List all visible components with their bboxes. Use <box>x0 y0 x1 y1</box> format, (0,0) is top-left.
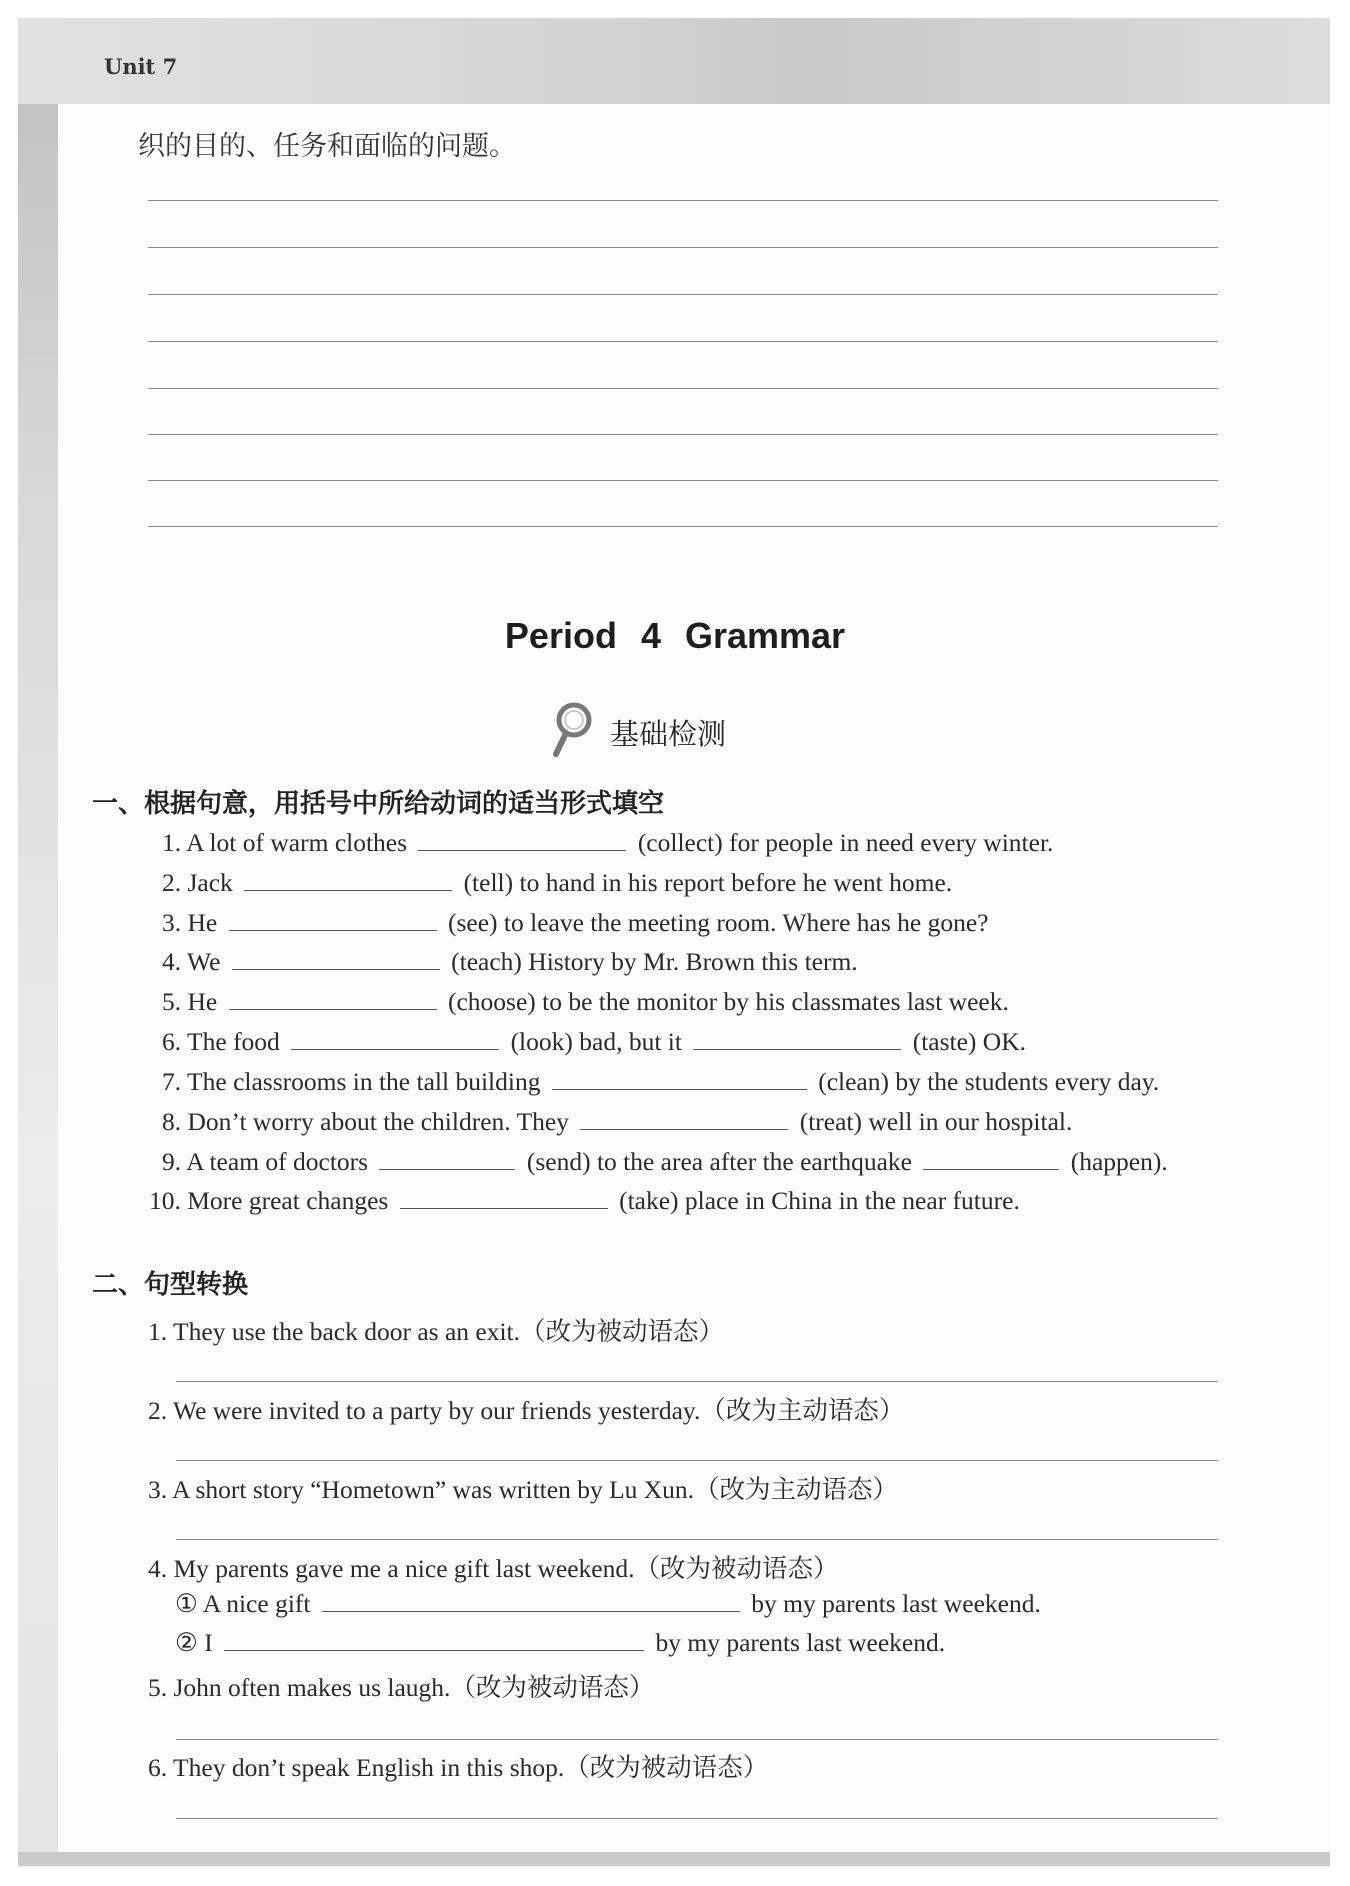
question-text: He <box>187 908 218 937</box>
question-number: 3. <box>148 1475 168 1504</box>
question-text: (choose) to be the monitor by his classmates last week. <box>447 987 1009 1016</box>
question-number: 4. <box>148 1554 168 1583</box>
question-text: A short story “Hometown” was written by Lu Xun.（改为主动语态） <box>172 1475 899 1504</box>
question-number: 1. <box>162 828 182 857</box>
question-text: We were invited to a party by our friends yesterday.（改为主动语态） <box>173 1396 905 1425</box>
question-text: (teach) History by Mr. Brown this term. <box>451 947 858 976</box>
transform-question-5 <box>148 1668 654 1704</box>
question-number: 2. <box>162 868 182 897</box>
answer-blank[interactable] <box>552 1088 807 1090</box>
question-text: Jack <box>187 868 233 897</box>
writing-line[interactable] <box>148 480 1218 481</box>
period-title: Period 4 Grammar <box>504 615 846 656</box>
question-number: 7. <box>162 1067 182 1096</box>
question-number: 10. <box>149 1186 181 1215</box>
transform-question-3 <box>148 1470 898 1506</box>
answer-blank[interactable] <box>229 929 437 931</box>
question-text: The food <box>187 1027 280 1056</box>
question-text: (take) place in China in the near future. <box>619 1186 1020 1215</box>
answer-blank[interactable] <box>693 1048 901 1050</box>
bottom-band <box>18 1852 1330 1866</box>
writing-line[interactable] <box>148 388 1218 389</box>
answer-line[interactable] <box>176 1739 1218 1740</box>
question-text: (see) to leave the meeting room. Where has he gone? <box>447 908 989 937</box>
question-5 <box>162 987 1009 1017</box>
section2-heading: 二、句型转换 <box>92 1270 249 1300</box>
transform-question-2 <box>148 1391 904 1427</box>
question-6 <box>162 1027 1026 1057</box>
unit-label: Unit 7 <box>104 54 178 79</box>
question-number: 4. <box>162 947 182 976</box>
left-margin-band <box>18 104 58 1859</box>
writing-line[interactable] <box>148 294 1218 295</box>
question-text: A nice gift <box>202 1589 311 1618</box>
question-text: (tell) to hand in his report before he went home. <box>463 868 953 897</box>
question-text: by my parents last weekend. <box>751 1589 1041 1618</box>
magnifier-icon <box>548 700 598 765</box>
answer-line[interactable] <box>176 1460 1218 1461</box>
question-text: A lot of warm clothes <box>186 828 408 857</box>
question-text: (look) bad, but it <box>510 1027 682 1056</box>
question-text: A team of doctors <box>186 1147 369 1176</box>
question-2 <box>162 868 952 898</box>
answer-blank[interactable] <box>400 1207 608 1209</box>
question-number: 9. <box>162 1147 182 1176</box>
answer-blank[interactable] <box>224 1649 644 1651</box>
question-7 <box>162 1067 1159 1097</box>
answer-blank[interactable] <box>379 1168 515 1170</box>
question-text: (happen). <box>1070 1147 1168 1176</box>
question-number: 6. <box>148 1753 168 1782</box>
question-3 <box>162 908 988 938</box>
writing-line[interactable] <box>148 341 1218 342</box>
section1-heading: 一、根据句意，用括号中所给动词的适当形式填空 <box>92 789 665 819</box>
circled-number: ① <box>175 1589 198 1618</box>
header-band <box>18 18 1330 104</box>
question-text: They don’t speak English in this shop.（改为被动语态） <box>173 1753 769 1782</box>
question-text: More great changes <box>187 1186 389 1215</box>
circled-number: ② <box>175 1628 198 1657</box>
question-1 <box>162 828 1053 858</box>
answer-blank[interactable] <box>322 1610 740 1612</box>
question-text: He <box>187 987 218 1016</box>
question-text: Don’t worry about the children. They <box>187 1107 569 1136</box>
answer-blank[interactable] <box>923 1168 1059 1170</box>
answer-line[interactable] <box>176 1818 1218 1819</box>
answer-blank[interactable] <box>418 849 626 851</box>
question-number: 8. <box>162 1107 182 1136</box>
question-text: John often makes us laugh.（改为被动语态） <box>173 1673 655 1702</box>
question-text: (taste) OK. <box>912 1027 1026 1056</box>
question-text: We <box>187 947 221 976</box>
answer-blank[interactable] <box>291 1048 499 1050</box>
answer-line[interactable] <box>176 1539 1218 1540</box>
intro-text: 织的目的、任务和面临的问题。 <box>138 131 516 162</box>
question-10 <box>149 1186 1020 1216</box>
writing-line[interactable] <box>148 526 1218 527</box>
writing-line[interactable] <box>148 200 1218 201</box>
question-8 <box>162 1107 1072 1137</box>
transform-subquestion-1 <box>175 1589 1041 1619</box>
question-text: They use the back door as an exit.（改为被动语态） <box>173 1317 725 1346</box>
question-number: 3. <box>162 908 182 937</box>
question-number: 5. <box>162 987 182 1016</box>
question-number: 5. <box>148 1673 168 1702</box>
question-number: 2. <box>148 1396 168 1425</box>
question-text: (collect) for people in need every winter. <box>637 828 1054 857</box>
question-text: (send) to the area after the earthquake <box>526 1147 912 1176</box>
transform-question-6 <box>148 1748 768 1784</box>
question-text: My parents gave me a nice gift last weekend.（改为被动语态） <box>173 1554 839 1583</box>
writing-line[interactable] <box>148 434 1218 435</box>
question-4 <box>162 947 858 977</box>
answer-blank[interactable] <box>232 968 440 970</box>
answer-blank[interactable] <box>229 1008 437 1010</box>
answer-blank[interactable] <box>244 889 452 891</box>
answer-line[interactable] <box>176 1381 1218 1382</box>
question-text: The classrooms in the tall building <box>187 1067 541 1096</box>
transform-subquestion-2 <box>175 1628 945 1658</box>
basic-check-label: 基础检测 <box>610 717 727 751</box>
transform-question-4 <box>148 1549 838 1585</box>
question-number: 1. <box>148 1317 168 1346</box>
question-text: (clean) by the students every day. <box>818 1067 1160 1096</box>
question-number: 6. <box>162 1027 182 1056</box>
answer-blank[interactable] <box>580 1128 788 1130</box>
question-text: (treat) well in our hospital. <box>799 1107 1073 1136</box>
writing-line[interactable] <box>148 247 1218 248</box>
question-text: I <box>204 1628 213 1657</box>
transform-question-1 <box>148 1312 724 1348</box>
question-text: by my parents last weekend. <box>655 1628 946 1657</box>
question-9 <box>162 1147 1168 1177</box>
